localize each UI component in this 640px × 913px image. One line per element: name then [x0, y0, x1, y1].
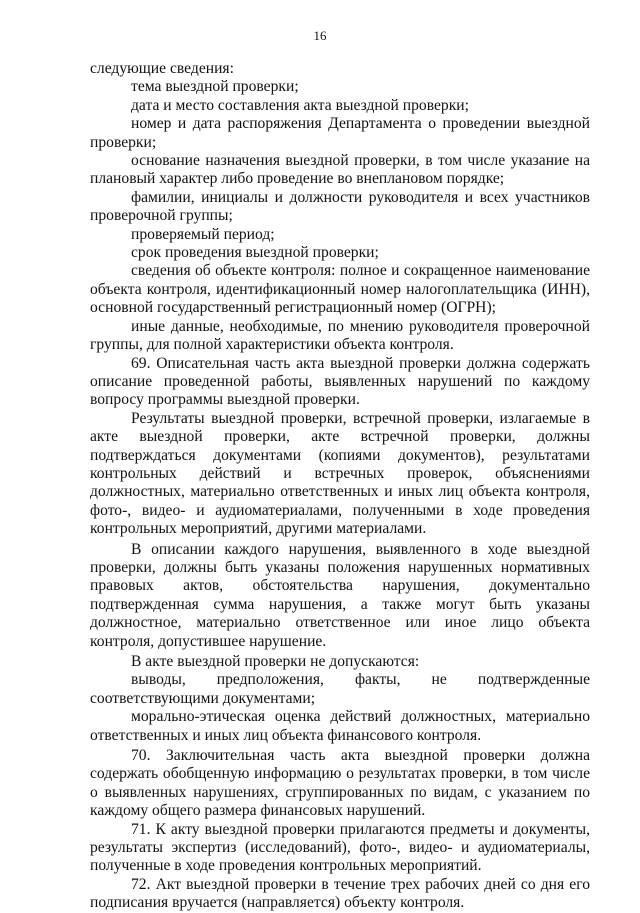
paragraph-70: 70. Заключительная часть акта выездной проверки должна содержать обобщенную информацию о результатах проверки, в том числе о выявленных нарушениях, сгруппированных по видам, с указанием по каждому общего размера финансовых нарушений.: [90, 747, 590, 820]
list-item-date-place: дата и место составления акта выездной проверки;: [131, 96, 469, 114]
paragraph-not-allowed: В акте выездной проверки не допускаются:: [131, 653, 420, 670]
list-item-conclusions: выводы, предположения, факты, не подтвержденные соответствующими документами;: [90, 671, 590, 707]
list-item-period: проверяемый период;: [131, 225, 275, 243]
paragraph-71: 71. К акту выездной проверки прилагаются предметы и документы, результаты экспертиз (исследований), фото-, видео- и аудиоматериалы, полученные в ходе проведения контрольных мероприятий.: [90, 820, 590, 875]
list-item-topic: тема выездной проверки;: [131, 78, 299, 96]
list-item-other-data: иные данные, необходимые, по мнению руководителя проверочной группы, для полной характеристики объекта контроля.: [90, 317, 590, 354]
list-item-basis: основание назначения выездной проверки, в том числе указание на плановый характер либо проведение во внеплановом порядке;: [90, 152, 590, 188]
paragraph-69: 69. Описательная часть акта выездной проверки должна содержать описание проведенной работы, выявленных нарушений по каждому вопросу программы выездной проверки.: [90, 354, 590, 409]
page-number: 16: [313, 28, 327, 43]
list-item-order: номер и дата распоряжения Департамента о проведении выездной проверки;: [90, 115, 590, 151]
paragraph-violations: В описании каждого нарушения, выявленного в ходе выездной проверки, должны быть указаны положения нарушенных нормативных правовых актов, обстоятельства нарушения, документально подтвержденная сумма нарушения, а также могут быть указаны должностное, материально ответственное или иное лицо объекта контроля, допустившее нарушение.: [90, 540, 590, 650]
list-item-object-info: сведения об объекте контроля: полное и сокращенное наименование объекта контроля, идентификационный номер налогоплательщика (ИНН), основной государственный регистрационный номер (ОГРН);: [90, 262, 590, 317]
list-item-participants: фамилии, инициалы и должности руководителя и всех участников проверочной группы;: [90, 188, 590, 225]
paragraph-results: Результаты выездной проверки, встречной проверки, излагаемые в акте выездной проверки, акте встречной проверки, должны подтверждаться документами (копиями документов), результатами контрольных действий и встречных проверок, объяснениями должностных, материально ответственных и иных лиц объекта контроля, фото-, видео- и аудиоматериалами, полученными в ходе проведения контрольных мероприятий, другими материалами.: [90, 409, 590, 538]
list-item-ethics: морально-этическая оценка действий должностных, материально ответственных и иных лиц объекта финансового контроля.: [90, 708, 590, 744]
paragraph-intro: следующие сведения:: [90, 60, 234, 77]
document-body: [90, 60, 590, 913]
list-item-duration: срок проведения выездной проверки;: [131, 244, 379, 262]
paragraph-72: 72. Акт выездной проверки в течение трех рабочих дней со дня его подписания вручается (направляется) объекту контроля.: [90, 875, 590, 912]
